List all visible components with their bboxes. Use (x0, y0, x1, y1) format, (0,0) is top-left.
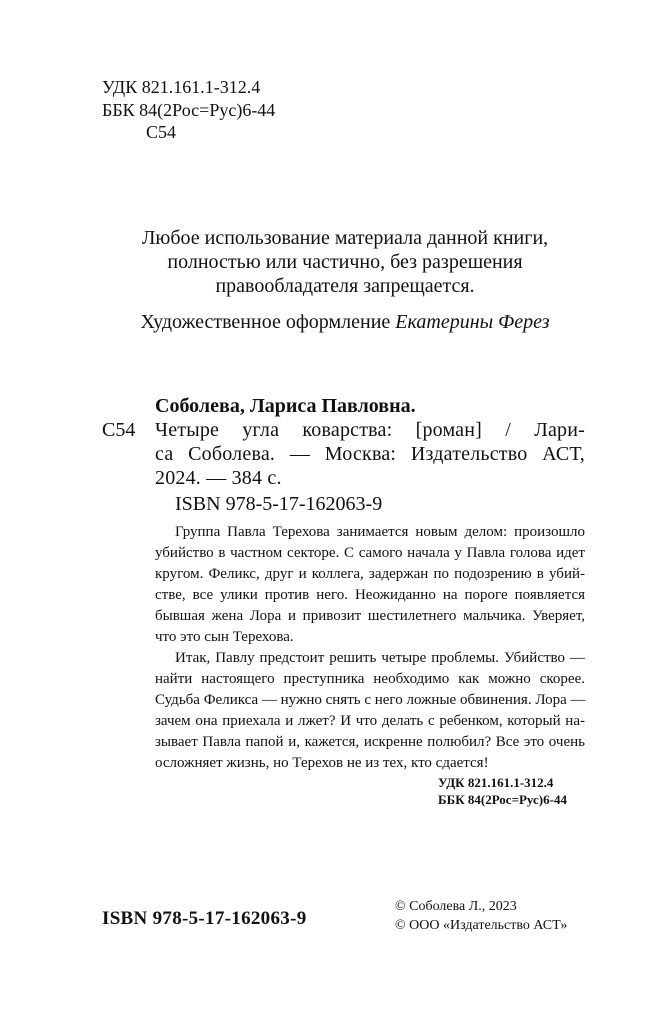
annotation-line: осложняет жизнь, но Терехов не из тех, кто сдается! (155, 755, 489, 771)
notice-line: Любое использование материала данной книги, (141, 227, 549, 249)
catalog-description-line: 2024. — 384 с. (155, 467, 282, 489)
annotation-udk: УДК 821.161.1-312.4 (438, 775, 554, 790)
copyright-author: © Соболева Л., 2023 (395, 899, 517, 914)
annotation-line: найти настоящего преступника необходимо как можно скорее. (155, 671, 585, 687)
annotation-line: Группа Павла Терехова занимается новым делом: произошло (175, 524, 585, 540)
annotation-line: что это сын Терехова. (155, 629, 294, 645)
bbk-code: ББК 84(2Рос=Рус)6-44 (102, 100, 276, 120)
designer-name: Екатерины Ферез (395, 311, 550, 333)
annotation-line: стве, все улики против него. Неожиданно на пороге появляется (155, 587, 585, 603)
catalog-author: Соболева, Лариса Павловна. (155, 395, 416, 417)
udk-code: УДК 821.161.1-312.4 (102, 77, 261, 97)
annotation-line: кругом. Феликс, друг и коллега, задержан по подозрению в убий- (155, 566, 585, 582)
annotation-line: бывшая жена Лора и привозит шестилетнего мальчика. Уверяет, (155, 608, 585, 624)
catalog-code: С54 (102, 419, 136, 441)
design-credit (100, 310, 590, 334)
annotation-line: Итак, Павлу предстоит решить четыре проблемы. Убийство — (175, 650, 585, 666)
annotation-line: зывает Павла папой и, кажется, искренне полюбил? Все это очень (155, 734, 585, 750)
annotation-line: зачем она приехала и лжет? И что делать с ребенком, который на- (155, 713, 585, 729)
annotation-line: Судьба Феликса — нужно снять с него ложные обвинения. Лора — (155, 692, 586, 708)
notice-line: полностью или частично, без разрешения (167, 251, 523, 273)
catalog-description-line: Четыре угла коварства: [роман] / Лари- (155, 419, 585, 441)
catalog-description-line: са Соболева. — Москва: Издательство АСТ, (155, 443, 585, 465)
footer-isbn: ISBN 978-5-17-162063-9 (102, 908, 307, 929)
copyright-notice (100, 226, 590, 298)
catalog-isbn: ISBN 978-5-17-162063-9 (175, 493, 383, 515)
author-mark-code: С54 (146, 122, 177, 142)
notice-line: правообладателя запрещается. (215, 275, 475, 297)
annotation-bbk: ББК 84(2Рос=Рус)6-44 (438, 792, 567, 807)
annotation-line: убийство в частном секторе. С самого начала у Павла голова идет (155, 545, 585, 561)
design-credit-prefix: Художественное оформление (140, 311, 396, 333)
copyright-publisher: © ООО «Издательство АСТ» (395, 918, 568, 933)
